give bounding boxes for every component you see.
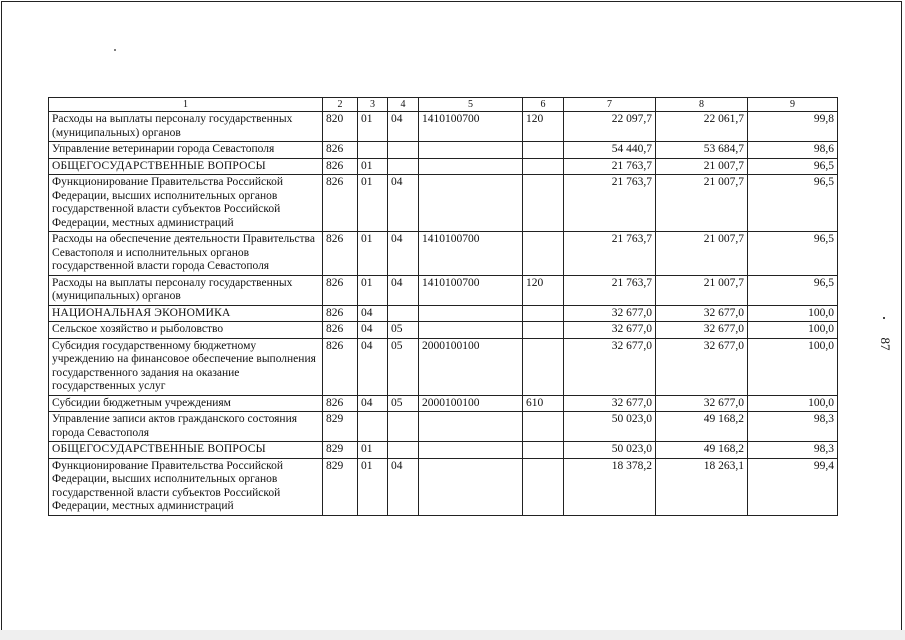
col-header-1: 1 <box>49 98 323 112</box>
row-description: Субсидии бюджетным учреждениям <box>49 395 323 412</box>
cell-c4 <box>388 158 419 175</box>
row-description: ОБЩЕГОСУДАРСТВЕННЫЕ ВОПРОСЫ <box>49 158 323 175</box>
cell-c7: 50 023,0 <box>564 442 656 459</box>
cell-c3: 04 <box>358 322 388 339</box>
cell-c7: 50 023,0 <box>564 412 656 442</box>
row-description: НАЦИОНАЛЬНАЯ ЭКОНОМИКА <box>49 305 323 322</box>
cell-c8: 32 677,0 <box>656 338 748 395</box>
cell-c3: 01 <box>358 175 388 232</box>
col-header-5: 5 <box>419 98 523 112</box>
cell-c9: 100,0 <box>748 322 838 339</box>
row-description: Расходы на обеспечение деятельности Правительства Севастополя и исполнительных органов государственной власти города Севастополя <box>49 232 323 276</box>
cell-c2: 826 <box>323 322 358 339</box>
cell-c3 <box>358 142 388 159</box>
cell-c2: 826 <box>323 175 358 232</box>
margin-mark <box>883 317 885 319</box>
cell-c9: 96,5 <box>748 158 838 175</box>
cell-c9: 100,0 <box>748 305 838 322</box>
row-description: Функционирование Правительства Российской Федерации, высших исполнительных органов государственной власти субъектов Российской Федерации, местных администраций <box>49 458 323 515</box>
col-header-9: 9 <box>748 98 838 112</box>
cell-c5 <box>419 305 523 322</box>
cell-c7: 54 440,7 <box>564 142 656 159</box>
table-row <box>49 305 838 322</box>
cell-c8: 32 677,0 <box>656 322 748 339</box>
cell-c8: 53 684,7 <box>656 142 748 159</box>
cell-c3: 01 <box>358 275 388 305</box>
cell-c7: 22 097,7 <box>564 112 656 142</box>
col-header-8: 8 <box>656 98 748 112</box>
cell-c4: 05 <box>388 338 419 395</box>
cell-c3: 01 <box>358 112 388 142</box>
table-row <box>49 175 838 232</box>
cell-c6: 120 <box>523 112 564 142</box>
table-row <box>49 322 838 339</box>
cell-c7: 21 763,7 <box>564 232 656 276</box>
cell-c2: 826 <box>323 395 358 412</box>
cell-c4 <box>388 142 419 159</box>
cell-c3: 01 <box>358 158 388 175</box>
cell-c6 <box>523 142 564 159</box>
row-description: Управление ветеринарии города Севастополя <box>49 142 323 159</box>
cell-c4 <box>388 412 419 442</box>
col-header-2: 2 <box>323 98 358 112</box>
cell-c7: 18 378,2 <box>564 458 656 515</box>
row-description: Управление записи актов гражданского состояния города Севастополя <box>49 412 323 442</box>
cell-c5: 2000100100 <box>419 338 523 395</box>
cell-c5 <box>419 412 523 442</box>
table-row <box>49 442 838 459</box>
col-header-7: 7 <box>564 98 656 112</box>
row-description: Расходы на выплаты персоналу государственных (муниципальных) органов <box>49 112 323 142</box>
cell-c8: 22 061,7 <box>656 112 748 142</box>
cell-c3: 01 <box>358 458 388 515</box>
row-description: Сельское хозяйство и рыболовство <box>49 322 323 339</box>
cell-c3: 04 <box>358 395 388 412</box>
cell-c9: 99,8 <box>748 112 838 142</box>
cell-c4: 04 <box>388 458 419 515</box>
cell-c7: 21 763,7 <box>564 275 656 305</box>
cell-c3: 01 <box>358 232 388 276</box>
cell-c6 <box>523 442 564 459</box>
cell-c6 <box>523 458 564 515</box>
cell-c5 <box>419 442 523 459</box>
row-description: Функционирование Правительства Российской Федерации, высших исполнительных органов государственной власти субъектов Российской Федерации, местных администраций <box>49 175 323 232</box>
cell-c5: 2000100100 <box>419 395 523 412</box>
cell-c8: 21 007,7 <box>656 158 748 175</box>
cell-c8: 32 677,0 <box>656 305 748 322</box>
cell-c8: 18 263,1 <box>656 458 748 515</box>
table-body <box>49 98 838 516</box>
cell-c4 <box>388 442 419 459</box>
cell-c2: 829 <box>323 458 358 515</box>
cell-c9: 100,0 <box>748 338 838 395</box>
cell-c2: 826 <box>323 232 358 276</box>
cell-c6 <box>523 338 564 395</box>
col-header-3: 3 <box>358 98 388 112</box>
cell-c4: 04 <box>388 275 419 305</box>
table-row <box>49 275 838 305</box>
cell-c8: 21 007,7 <box>656 175 748 232</box>
budget-table <box>48 97 838 516</box>
cell-c2: 826 <box>323 305 358 322</box>
cell-c2: 826 <box>323 275 358 305</box>
table-row <box>49 338 838 395</box>
cell-c8: 49 168,2 <box>656 442 748 459</box>
cell-c2: 829 <box>323 442 358 459</box>
cell-c8: 21 007,7 <box>656 232 748 276</box>
cell-c5 <box>419 158 523 175</box>
cell-c9: 96,5 <box>748 275 838 305</box>
cell-c7: 32 677,0 <box>564 338 656 395</box>
cell-c9: 98,3 <box>748 412 838 442</box>
column-number-row <box>49 98 838 112</box>
cell-c4: 04 <box>388 112 419 142</box>
cell-c7: 32 677,0 <box>564 305 656 322</box>
table-row <box>49 142 838 159</box>
cell-c3: 04 <box>358 305 388 322</box>
cell-c4: 05 <box>388 322 419 339</box>
cell-c7: 32 677,0 <box>564 322 656 339</box>
cell-c7: 32 677,0 <box>564 395 656 412</box>
cell-c3: 04 <box>358 338 388 395</box>
cell-c2: 820 <box>323 112 358 142</box>
row-description: ОБЩЕГОСУДАРСТВЕННЫЕ ВОПРОСЫ <box>49 442 323 459</box>
cell-c5 <box>419 142 523 159</box>
cell-c5 <box>419 322 523 339</box>
cell-c8: 21 007,7 <box>656 275 748 305</box>
cell-c5: 1410100700 <box>419 275 523 305</box>
cell-c7: 21 763,7 <box>564 175 656 232</box>
page-bottom-edge <box>0 630 905 640</box>
cell-c3: 01 <box>358 442 388 459</box>
cell-c2: 826 <box>323 338 358 395</box>
cell-c5 <box>419 458 523 515</box>
cell-c4 <box>388 305 419 322</box>
cell-c9: 99,4 <box>748 458 838 515</box>
cell-c6: 610 <box>523 395 564 412</box>
cell-c5: 1410100700 <box>419 112 523 142</box>
cell-c8: 49 168,2 <box>656 412 748 442</box>
row-description: Расходы на выплаты персоналу государственных (муниципальных) органов <box>49 275 323 305</box>
cell-c6 <box>523 305 564 322</box>
cell-c2: 826 <box>323 142 358 159</box>
cell-c9: 100,0 <box>748 395 838 412</box>
cell-c9: 98,6 <box>748 142 838 159</box>
cell-c9: 96,5 <box>748 175 838 232</box>
page-number: 87 <box>878 337 893 351</box>
cell-c9: 96,5 <box>748 232 838 276</box>
cell-c8: 32 677,0 <box>656 395 748 412</box>
cell-c5: 1410100700 <box>419 232 523 276</box>
cell-c2: 829 <box>323 412 358 442</box>
table-row <box>49 112 838 142</box>
cell-c4: 05 <box>388 395 419 412</box>
cell-c5 <box>419 175 523 232</box>
cell-c2: 826 <box>323 158 358 175</box>
cell-c6 <box>523 412 564 442</box>
col-header-6: 6 <box>523 98 564 112</box>
table-row <box>49 412 838 442</box>
cell-c4: 04 <box>388 175 419 232</box>
cell-c6 <box>523 322 564 339</box>
cell-c4: 04 <box>388 232 419 276</box>
cell-c6 <box>523 175 564 232</box>
table-row <box>49 232 838 276</box>
scan-speck <box>114 49 116 51</box>
col-header-4: 4 <box>388 98 419 112</box>
cell-c6 <box>523 232 564 276</box>
table-row <box>49 158 838 175</box>
cell-c7: 21 763,7 <box>564 158 656 175</box>
row-description: Субсидия государственному бюджетному учреждению на финансовое обеспечение выполнения государственного задания на оказание государственных услуг <box>49 338 323 395</box>
cell-c6 <box>523 158 564 175</box>
table-row <box>49 395 838 412</box>
cell-c3 <box>358 412 388 442</box>
cell-c6: 120 <box>523 275 564 305</box>
cell-c9: 98,3 <box>748 442 838 459</box>
table-row <box>49 458 838 515</box>
